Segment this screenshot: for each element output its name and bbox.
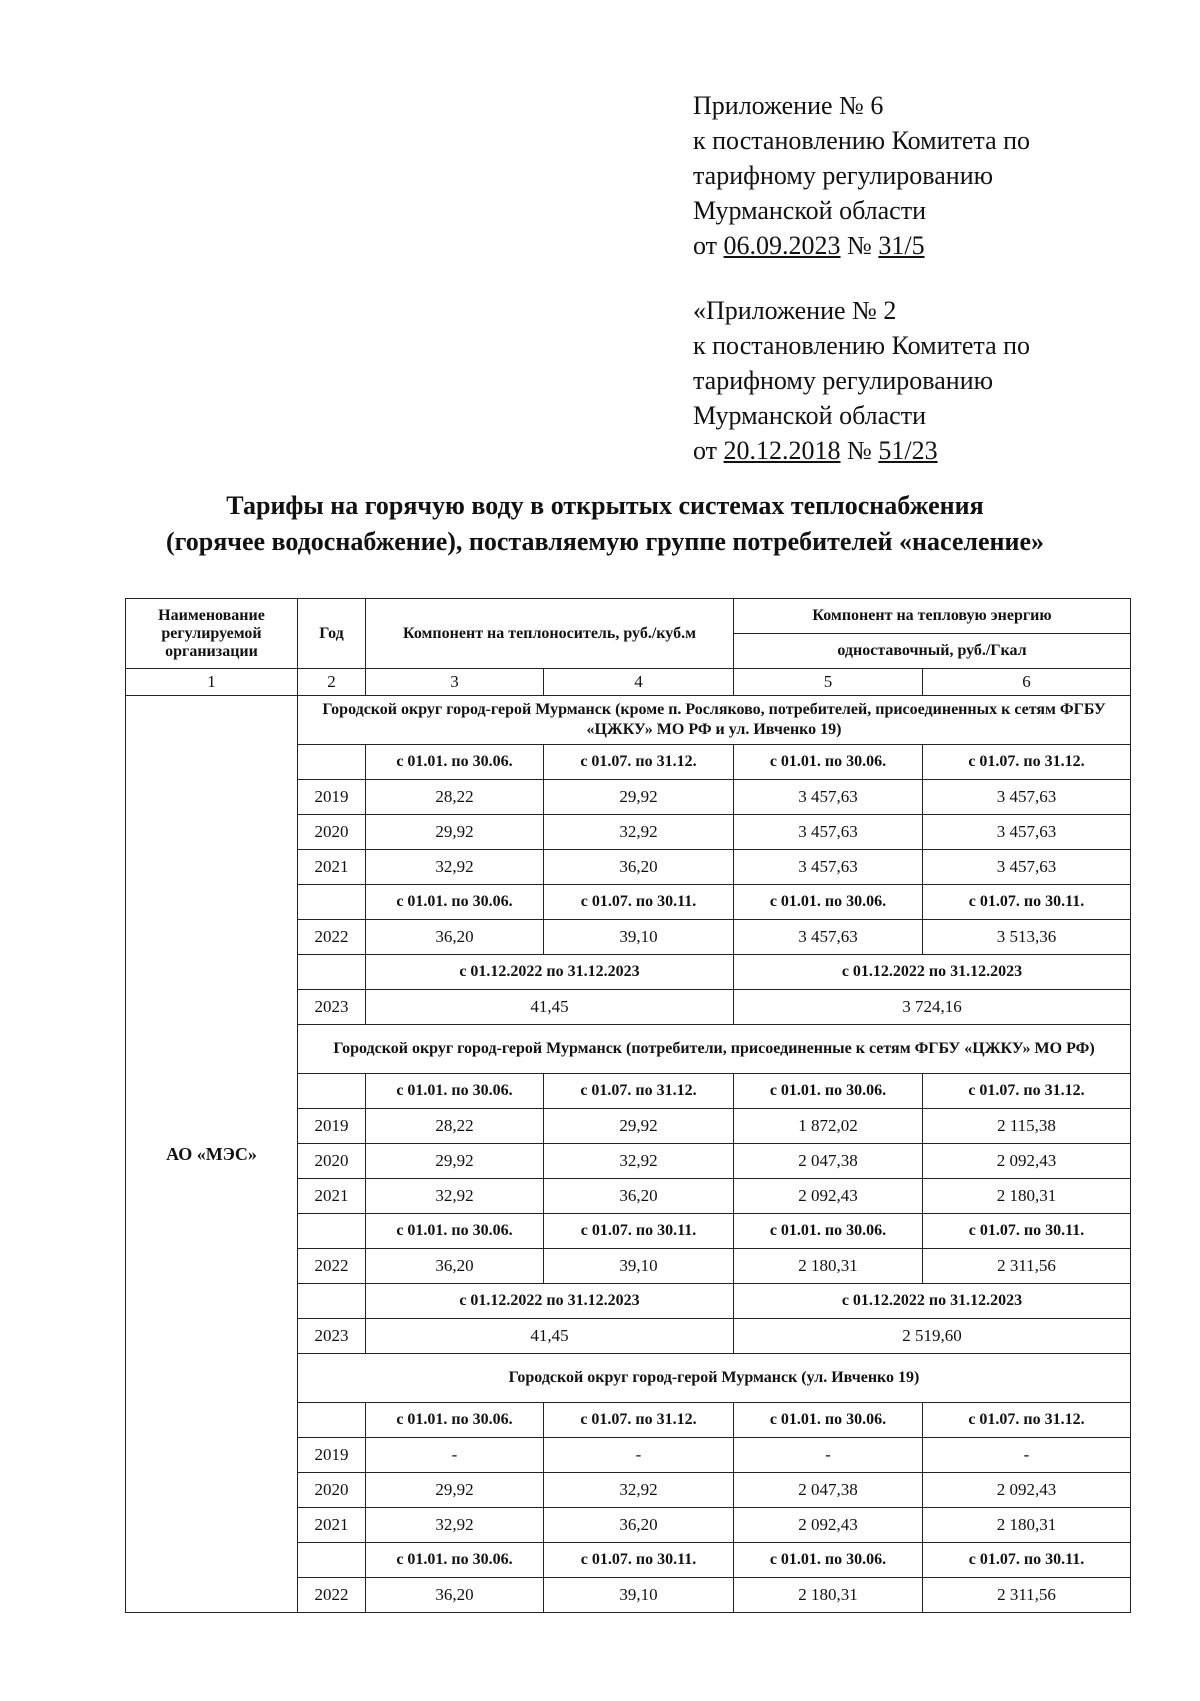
column-number: 5 bbox=[734, 669, 923, 696]
appendix-line: тарифному регулированию bbox=[693, 366, 994, 395]
year-cell: 2019 bbox=[298, 780, 366, 815]
value-cell: 3 457,63 bbox=[923, 780, 1131, 815]
value-cell: 29,92 bbox=[366, 1144, 544, 1179]
value-cell: 2 180,31 bbox=[734, 1578, 923, 1613]
period-label: с 01.07. по 30.11. bbox=[923, 1214, 1131, 1249]
value-cell: 2 519,60 bbox=[734, 1319, 1131, 1354]
period-label: с 01.07. по 30.11. bbox=[544, 1214, 734, 1249]
value-cell: 2 180,31 bbox=[734, 1249, 923, 1284]
section-title: Городской округ город-герой Мурманск (кроме п. Росляково, потребителей, присоединенных к сетям ФГБУ «ЦЖКУ» МО РФ и ул. Ивченко 19) bbox=[298, 696, 1131, 745]
year-cell: 2019 bbox=[298, 1109, 366, 1144]
appendix-date-line bbox=[693, 433, 1133, 468]
appendix-no-sign: № bbox=[840, 231, 879, 260]
appendix-line: к постановлению Комитета по bbox=[693, 126, 1031, 155]
value-cell: 3 513,36 bbox=[923, 920, 1131, 955]
year-cell: 2019 bbox=[298, 1438, 366, 1473]
appendix-current bbox=[693, 88, 1133, 263]
section-title: Городской округ город-герой Мурманск (ул. Ивченко 19) bbox=[298, 1354, 1131, 1403]
value-cell: 32,92 bbox=[544, 815, 734, 850]
value-cell: 39,10 bbox=[544, 1578, 734, 1613]
period-label: с 01.01. по 30.06. bbox=[734, 1074, 923, 1109]
empty-year-cell bbox=[298, 1074, 366, 1109]
year-cell: 2023 bbox=[298, 990, 366, 1025]
period-label: с 01.07. по 31.12. bbox=[923, 1074, 1131, 1109]
document-title bbox=[80, 488, 1130, 560]
title-line-2: (горячее водоснабжение), поставляемую группе потребителей «население» bbox=[165, 527, 1045, 556]
header-year: Год bbox=[298, 599, 366, 669]
appendix-number: 31/5 bbox=[878, 231, 925, 260]
value-cell: 29,92 bbox=[544, 780, 734, 815]
tariff-table-body bbox=[126, 599, 1131, 1613]
period-label: с 01.12.2022 по 31.12.2023 bbox=[366, 955, 734, 990]
year-cell: 2022 bbox=[298, 1578, 366, 1613]
header-org: Наименование регулируемой организации bbox=[126, 599, 298, 669]
period-label: с 01.07. по 31.12. bbox=[544, 745, 734, 780]
value-cell: 3 724,16 bbox=[734, 990, 1131, 1025]
column-number: 3 bbox=[366, 669, 544, 696]
value-cell: 39,10 bbox=[544, 1249, 734, 1284]
appendix-line: к постановлению Комитета по bbox=[693, 331, 1031, 360]
appendix-no-sign: № bbox=[840, 436, 879, 465]
value-cell: 3 457,63 bbox=[734, 920, 923, 955]
year-cell: 2022 bbox=[298, 920, 366, 955]
year-cell: 2021 bbox=[298, 1179, 366, 1214]
column-number: 6 bbox=[923, 669, 1131, 696]
value-cell: 28,22 bbox=[366, 780, 544, 815]
empty-year-cell bbox=[298, 1284, 366, 1319]
empty-year-cell bbox=[298, 1403, 366, 1438]
value-cell: 2 180,31 bbox=[923, 1508, 1131, 1543]
appendix-line: Мурманской области bbox=[693, 196, 926, 225]
appendix-line: Приложение № 6 bbox=[693, 91, 884, 120]
value-cell: 32,92 bbox=[366, 1179, 544, 1214]
appendix-date: 06.09.2023 bbox=[723, 231, 841, 260]
column-number: 1 bbox=[126, 669, 298, 696]
empty-year-cell bbox=[298, 1214, 366, 1249]
period-label: с 01.07. по 31.12. bbox=[923, 745, 1131, 780]
year-cell: 2023 bbox=[298, 1319, 366, 1354]
appendix-line: Мурманской области bbox=[693, 401, 926, 430]
period-label: с 01.07. по 31.12. bbox=[544, 1403, 734, 1438]
period-label: с 01.07. по 30.11. bbox=[923, 1543, 1131, 1578]
empty-year-cell bbox=[298, 745, 366, 780]
value-cell: 1 872,02 bbox=[734, 1109, 923, 1144]
value-cell: 2 047,38 bbox=[734, 1144, 923, 1179]
value-cell: 29,92 bbox=[366, 815, 544, 850]
value-cell: 2 092,43 bbox=[923, 1144, 1131, 1179]
appendix-line: «Приложение № 2 bbox=[693, 296, 897, 325]
year-cell: 2020 bbox=[298, 1144, 366, 1179]
empty-year-cell bbox=[298, 955, 366, 990]
value-cell: 2 311,56 bbox=[923, 1578, 1131, 1613]
column-number: 2 bbox=[298, 669, 366, 696]
period-label: с 01.07. по 30.11. bbox=[923, 885, 1131, 920]
period-label: с 01.12.2022 по 31.12.2023 bbox=[366, 1284, 734, 1319]
value-cell: 2 311,56 bbox=[923, 1249, 1131, 1284]
period-label: с 01.01. по 30.06. bbox=[366, 1403, 544, 1438]
value-cell: 3 457,63 bbox=[734, 815, 923, 850]
appendix-prefix: от bbox=[693, 436, 724, 465]
appendix-line: тарифному регулированию bbox=[693, 161, 994, 190]
period-label: с 01.12.2022 по 31.12.2023 bbox=[734, 1284, 1131, 1319]
year-cell: 2021 bbox=[298, 1508, 366, 1543]
value-cell: 41,45 bbox=[366, 990, 734, 1025]
period-label: с 01.01. по 30.06. bbox=[366, 1543, 544, 1578]
value-cell: 29,92 bbox=[544, 1109, 734, 1144]
year-cell: 2020 bbox=[298, 815, 366, 850]
tariff-table bbox=[125, 598, 1131, 1613]
header-row bbox=[126, 599, 1131, 634]
period-label: с 01.07. по 31.12. bbox=[544, 1074, 734, 1109]
value-cell: 36,20 bbox=[544, 1508, 734, 1543]
appendix-date: 20.12.2018 bbox=[723, 436, 841, 465]
period-label: с 01.07. по 30.11. bbox=[544, 1543, 734, 1578]
value-cell: 36,20 bbox=[366, 1249, 544, 1284]
year-cell: 2022 bbox=[298, 1249, 366, 1284]
value-cell: 32,92 bbox=[544, 1144, 734, 1179]
section-title: Городской округ город-герой Мурманск (потребители, присоединенные к сетям ФГБУ «ЦЖКУ» МО РФ) bbox=[298, 1025, 1131, 1074]
appendix-date-line bbox=[693, 228, 1133, 263]
year-cell: 2021 bbox=[298, 850, 366, 885]
header-coolant: Компонент на теплоноситель, руб./куб.м bbox=[366, 599, 734, 669]
period-label: с 01.01. по 30.06. bbox=[366, 745, 544, 780]
period-label: с 01.01. по 30.06. bbox=[734, 1543, 923, 1578]
value-cell: - bbox=[366, 1438, 544, 1473]
value-cell: 2 115,38 bbox=[923, 1109, 1131, 1144]
period-label: с 01.01. по 30.06. bbox=[734, 1403, 923, 1438]
value-cell: 32,92 bbox=[366, 850, 544, 885]
value-cell: 3 457,63 bbox=[923, 815, 1131, 850]
value-cell: 3 457,63 bbox=[734, 780, 923, 815]
value-cell: 39,10 bbox=[544, 920, 734, 955]
period-label: с 01.01. по 30.06. bbox=[366, 1214, 544, 1249]
appendix-prefix: от bbox=[693, 231, 724, 260]
value-cell: 3 457,63 bbox=[923, 850, 1131, 885]
period-label: с 01.01. по 30.06. bbox=[734, 885, 923, 920]
period-label: с 01.01. по 30.06. bbox=[366, 1074, 544, 1109]
empty-year-cell bbox=[298, 1543, 366, 1578]
empty-year-cell bbox=[298, 885, 366, 920]
appendix-original bbox=[693, 293, 1133, 468]
value-cell: - bbox=[544, 1438, 734, 1473]
title-line-1: Тарифы на горячую воду в открытых системах теплоснабжения bbox=[226, 491, 984, 520]
value-cell: 29,92 bbox=[366, 1473, 544, 1508]
value-cell: 2 092,43 bbox=[923, 1473, 1131, 1508]
value-cell: 36,20 bbox=[544, 1179, 734, 1214]
value-cell: - bbox=[923, 1438, 1131, 1473]
value-cell: 32,92 bbox=[544, 1473, 734, 1508]
value-cell: 2 047,38 bbox=[734, 1473, 923, 1508]
year-cell: 2020 bbox=[298, 1473, 366, 1508]
value-cell: 3 457,63 bbox=[734, 850, 923, 885]
value-cell: 36,20 bbox=[366, 920, 544, 955]
header-heat: Компонент на тепловую энергию bbox=[734, 599, 1131, 634]
value-cell: 28,22 bbox=[366, 1109, 544, 1144]
period-label: с 01.01. по 30.06. bbox=[734, 1214, 923, 1249]
period-label: с 01.01. по 30.06. bbox=[366, 885, 544, 920]
column-number: 4 bbox=[544, 669, 734, 696]
appendix-number: 51/23 bbox=[878, 436, 938, 465]
value-cell: 2 092,43 bbox=[734, 1179, 923, 1214]
header-heat-sub: одноставочный, руб./Гкал bbox=[734, 634, 1131, 669]
period-label: с 01.12.2022 по 31.12.2023 bbox=[734, 955, 1131, 990]
organization-name: АО «МЭС» bbox=[126, 696, 298, 1613]
value-cell: 41,45 bbox=[366, 1319, 734, 1354]
value-cell: - bbox=[734, 1438, 923, 1473]
value-cell: 32,92 bbox=[366, 1508, 544, 1543]
value-cell: 36,20 bbox=[366, 1578, 544, 1613]
section-title-row bbox=[126, 696, 1131, 745]
period-label: с 01.07. по 31.12. bbox=[923, 1403, 1131, 1438]
value-cell: 36,20 bbox=[544, 850, 734, 885]
period-label: с 01.01. по 30.06. bbox=[734, 745, 923, 780]
value-cell: 2 180,31 bbox=[923, 1179, 1131, 1214]
column-number-row bbox=[126, 669, 1131, 696]
value-cell: 2 092,43 bbox=[734, 1508, 923, 1543]
period-label: с 01.07. по 30.11. bbox=[544, 885, 734, 920]
